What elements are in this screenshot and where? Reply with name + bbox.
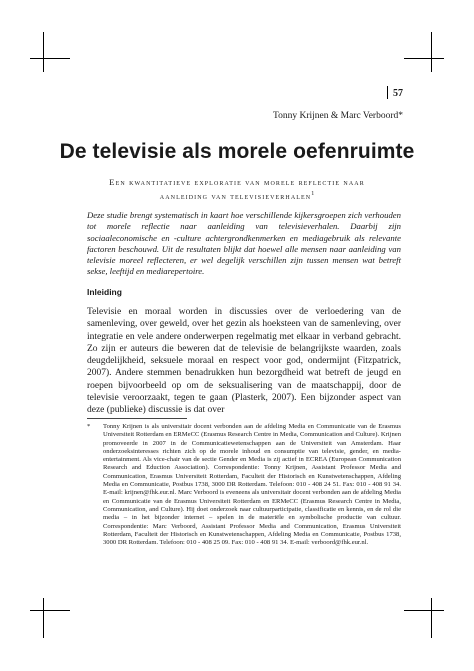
article-title: De televisie als morele oefenruimte — [59, 140, 415, 163]
crop-mark — [404, 58, 444, 59]
crop-mark — [404, 610, 444, 611]
running-header-authors: Tonny Krijnen & Marc Verboord* — [272, 111, 403, 121]
crop-mark — [431, 32, 432, 72]
crop-mark — [30, 610, 70, 611]
footnote — [87, 423, 401, 547]
article-subtitle — [100, 176, 374, 202]
footnote-mark: * — [87, 423, 91, 430]
abstract: Deze studie brengt systematisch in kaart hoe verschillende kijkersgroepen zich verhouden tot morele reflectie naar aanleiding van televisieverhalen. Daarbij zijn sociaaleconomische en -culture achtergrondkenmerken en mediagebruik als relevante factoren beschouwd. Uit de resultaten blijkt dat hoewel alle mensen naar aanleiding van televisie moreel reflecteren, er wel degelijk verschillen zijn tussen mensen wat betreft sekse, leeftijd en mediarepertoire. — [87, 210, 401, 277]
footnote-reference: 1 — [311, 191, 315, 197]
page-number-rule — [387, 86, 388, 99]
section-heading: Inleiding — [87, 287, 122, 297]
crop-mark — [43, 598, 44, 638]
crop-mark — [43, 32, 44, 72]
crop-mark — [431, 598, 432, 638]
footnote-text: Tonny Krijnen is als universitair docent verbonden aan de afdeling Media en Communicatie van de Erasmus Universiteit Rotterdam en ERMeCC (Erasmus Research Centre in Media, Communication and Culture). Krijnen promoveerde in 2007 in de Communicatiewetenschappen aan de Universiteit van Amsterdam. Haar onderzoeksinteresses richten zich op de morele inhoud en consumptie van televisie, gender, en media-entertainment. Als vice-chair van de sectie Gender en Media is zij actief in ECREA (European Communication Research and Eduction Association). Correspondentie: Tonny Krijnen, Assistant Professor Media and Communication, Erasmus Universiteit Rotterdam, Faculteit der Historisch en Kunstwetenschappen, Afdeling Media en Communicatie, Postbus 1738, 3000 DR Rotterdam. Telefoon: 010 - 408 24 51. Fax: 010 - 408 91 34. E-mail: krijnen@fhk.eur.nl. Marc Verboord is eveneens als universitair docent verbonden aan de afdeling Media en Communicatie van de Erasmus Universiteit Rotterdam en ERMeCC (Erasmus Research Centre in Media, Communication, and Culture). Hij doet onderzoek naar cultuurparticipatie, classificatie en kennis, en de rol die media – in het bijzonder internet – spelen in de materiële en symbolische productie van cultuur. Correspondentie: Marc Verboord, Assistant Professor Media and Communication, Erasmus Universiteit Rotterdam, Faculteit der Historisch en Kunstwetenschappen, Afdeling Media en Communicatie, Postbus 1738, 3000 DR Rotterdam. Telefoon: 010 - 408 25 09. Fax: 010 - 408 91 34. E-mail: verboord@fhk.eur.nl. — [103, 423, 401, 547]
footnote-rule — [87, 418, 187, 419]
body-paragraph: Televisie en moraal worden in discussies over de verloedering van de samenleving, over geweld, over het gezin als hoeksteen van de samenleving, over integratie en vele andere onderwerpen regelmatig met elkaar in verband gebracht. Zo zijn er auteurs die beweren dat de televisie de belangrijkste waarden, zoals deugdelijkheid, seksuele moraal en respect voor god, ondermijnt (Fitzpatrick, 2007). Andere stemmen benadrukken hun bezorgdheid wat betreft de jeugd en roepen bijvoorbeeld op om de seksualisering van de maatschappij, door de televisie veroorzaakt, tegen te gaan (Plasterk, 2007). Een bijzonder aspect van deze (publieke) discussie is dat over — [87, 307, 401, 416]
subtitle-text: Een kwantitatieve exploratie van morele reflectie naar aanleiding van televisieverhalen — [109, 177, 365, 201]
page-number-text: 57 — [393, 88, 403, 99]
page-number — [387, 86, 403, 99]
crop-mark — [30, 58, 70, 59]
